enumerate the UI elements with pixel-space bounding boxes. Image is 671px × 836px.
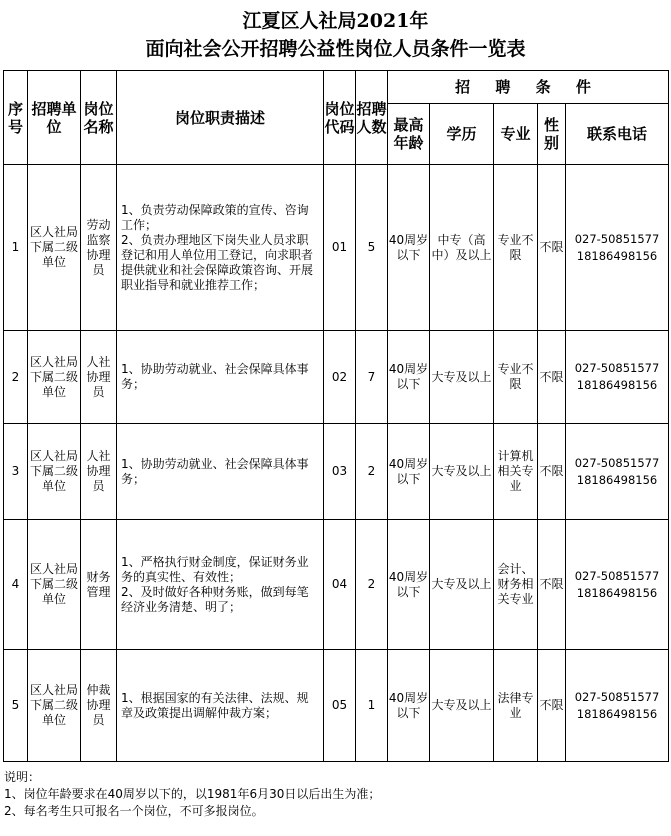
cell-duties: 1、协助劳动就业、社会保障具体事务； bbox=[117, 424, 324, 520]
cell-duties: 1、协助劳动就业、社会保障具体事务； bbox=[117, 331, 324, 424]
header-seq: 序号 bbox=[4, 71, 28, 165]
notes bbox=[4, 769, 380, 820]
table-row bbox=[4, 424, 669, 520]
cell-major: 专业不限 bbox=[494, 165, 538, 331]
cell-phone bbox=[566, 520, 669, 650]
phone-landline: 027-50851577 bbox=[574, 231, 660, 246]
header-major: 专业 bbox=[494, 104, 538, 165]
notes-line1: 1、岗位年龄要求在40周岁以下的，以1981年6月30日以后出生为准； bbox=[4, 787, 381, 801]
cell-position-name: 劳动监察协理员 bbox=[81, 165, 117, 331]
cell-duties: 1、负责劳动保障政策的宣传、咨询工作； 2、负责办理地区下岗失业人员求职登记和用人单位用工登记，向求职者提供就业和社会保障政策咨询、开展职业指导和就业推荐工作； bbox=[117, 165, 324, 331]
cell-gender: 不限 bbox=[538, 424, 566, 520]
phone-mobile: 18186498156 bbox=[576, 378, 658, 392]
cell-unit: 区人社局下属二级单位 bbox=[28, 165, 81, 331]
cell-unit: 区人社局下属二级单位 bbox=[28, 650, 81, 762]
cell-seq: 5 bbox=[4, 650, 28, 762]
cell-major: 法律专业 bbox=[494, 650, 538, 762]
header-conditions: 招 聘 条 件 bbox=[388, 71, 669, 104]
cell-max-age: 40周岁以下 bbox=[388, 331, 430, 424]
phone-landline: 027-50851577 bbox=[574, 689, 660, 704]
cell-education: 大专及以上 bbox=[430, 520, 494, 650]
cell-duties: 1、严格执行财金制度，保证财务业务的真实性、有效性； 2、及时做好各种财务账，做到每笔经济业务清楚、明了； bbox=[117, 520, 324, 650]
header-duties: 岗位职责描述 bbox=[117, 71, 324, 165]
cell-position-name: 人社协理员 bbox=[81, 331, 117, 424]
cell-position-name: 仲裁协理员 bbox=[81, 650, 117, 762]
cell-phone bbox=[566, 165, 669, 331]
table-row bbox=[4, 650, 669, 762]
document-title-line2: 面向社会公开招聘公益性岗位人员条件一览表 bbox=[145, 38, 526, 60]
header-phone: 联系电话 bbox=[566, 104, 669, 165]
phone-mobile: 18186498156 bbox=[576, 706, 658, 721]
cell-count: 2 bbox=[356, 424, 388, 520]
table-row bbox=[4, 520, 669, 650]
cell-position-name: 财务管理 bbox=[81, 520, 117, 650]
cell-education: 大专及以上 bbox=[430, 331, 494, 424]
cell-seq: 3 bbox=[4, 424, 28, 520]
recruitment-table bbox=[3, 70, 669, 762]
notes-line2: 2、每名考生只可报名一个岗位，不可多报岗位。 bbox=[4, 804, 264, 818]
cell-seq: 1 bbox=[4, 165, 28, 331]
cell-major: 专业不限 bbox=[494, 331, 538, 424]
cell-major: 计算机相关专业 bbox=[494, 424, 538, 520]
header-gender: 性别 bbox=[538, 104, 566, 165]
cell-position-code: 04 bbox=[324, 520, 356, 650]
header-unit: 招聘单位 bbox=[28, 71, 81, 165]
table-row bbox=[4, 331, 669, 424]
header-education: 学历 bbox=[430, 104, 494, 165]
cell-position-code: 01 bbox=[324, 165, 356, 331]
cell-max-age: 40周岁以下 bbox=[388, 424, 430, 520]
phone-mobile: 18186498156 bbox=[576, 248, 658, 263]
cell-seq: 4 bbox=[4, 520, 28, 650]
cell-position-code: 02 bbox=[324, 331, 356, 424]
cell-gender: 不限 bbox=[538, 650, 566, 762]
cell-gender: 不限 bbox=[538, 331, 566, 424]
phone-landline: 027-50851577 bbox=[574, 568, 660, 583]
cell-max-age: 40周岁以下 bbox=[388, 165, 430, 331]
cell-gender: 不限 bbox=[538, 165, 566, 331]
phone-landline: 027-50851577 bbox=[574, 361, 660, 375]
cell-count: 1 bbox=[356, 650, 388, 762]
header-position-code: 岗位代码 bbox=[324, 71, 356, 165]
cell-education: 大专及以上 bbox=[430, 424, 494, 520]
cell-count: 5 bbox=[356, 165, 388, 331]
phone-mobile: 18186498156 bbox=[576, 585, 658, 600]
cell-seq: 2 bbox=[4, 331, 28, 424]
cell-duties: 1、根据国家的有关法律、法规、规章及政策提出调解仲裁方案； bbox=[117, 650, 324, 762]
cell-phone bbox=[566, 331, 669, 424]
cell-count: 2 bbox=[356, 520, 388, 650]
cell-max-age: 40周岁以下 bbox=[388, 520, 430, 650]
phone-landline: 027-50851577 bbox=[574, 455, 660, 470]
cell-education: 大专及以上 bbox=[430, 650, 494, 762]
cell-major: 会计、财务相关专业 bbox=[494, 520, 538, 650]
cell-unit: 区人社局下属二级单位 bbox=[28, 520, 81, 650]
header-count: 招聘人数 bbox=[356, 71, 388, 165]
cell-education: 中专（高中）及以上 bbox=[430, 165, 494, 331]
header-position-name: 岗位名称 bbox=[81, 71, 117, 165]
cell-unit: 区人社局下属二级单位 bbox=[28, 424, 81, 520]
document-title-line1: 江夏区人社局2021年 bbox=[242, 10, 429, 32]
cell-position-code: 05 bbox=[324, 650, 356, 762]
phone-mobile: 18186498156 bbox=[576, 472, 658, 487]
cell-phone bbox=[566, 424, 669, 520]
notes-label: 说明： bbox=[4, 770, 41, 784]
cell-position-name: 人社协理员 bbox=[81, 424, 117, 520]
cell-phone bbox=[566, 650, 669, 762]
header-max-age: 最高年龄 bbox=[388, 104, 430, 165]
cell-count: 7 bbox=[356, 331, 388, 424]
cell-position-code: 03 bbox=[324, 424, 356, 520]
table-row bbox=[4, 165, 669, 331]
cell-gender: 不限 bbox=[538, 520, 566, 650]
cell-unit: 区人社局下属二级单位 bbox=[28, 331, 81, 424]
cell-max-age: 40周岁以下 bbox=[388, 650, 430, 762]
